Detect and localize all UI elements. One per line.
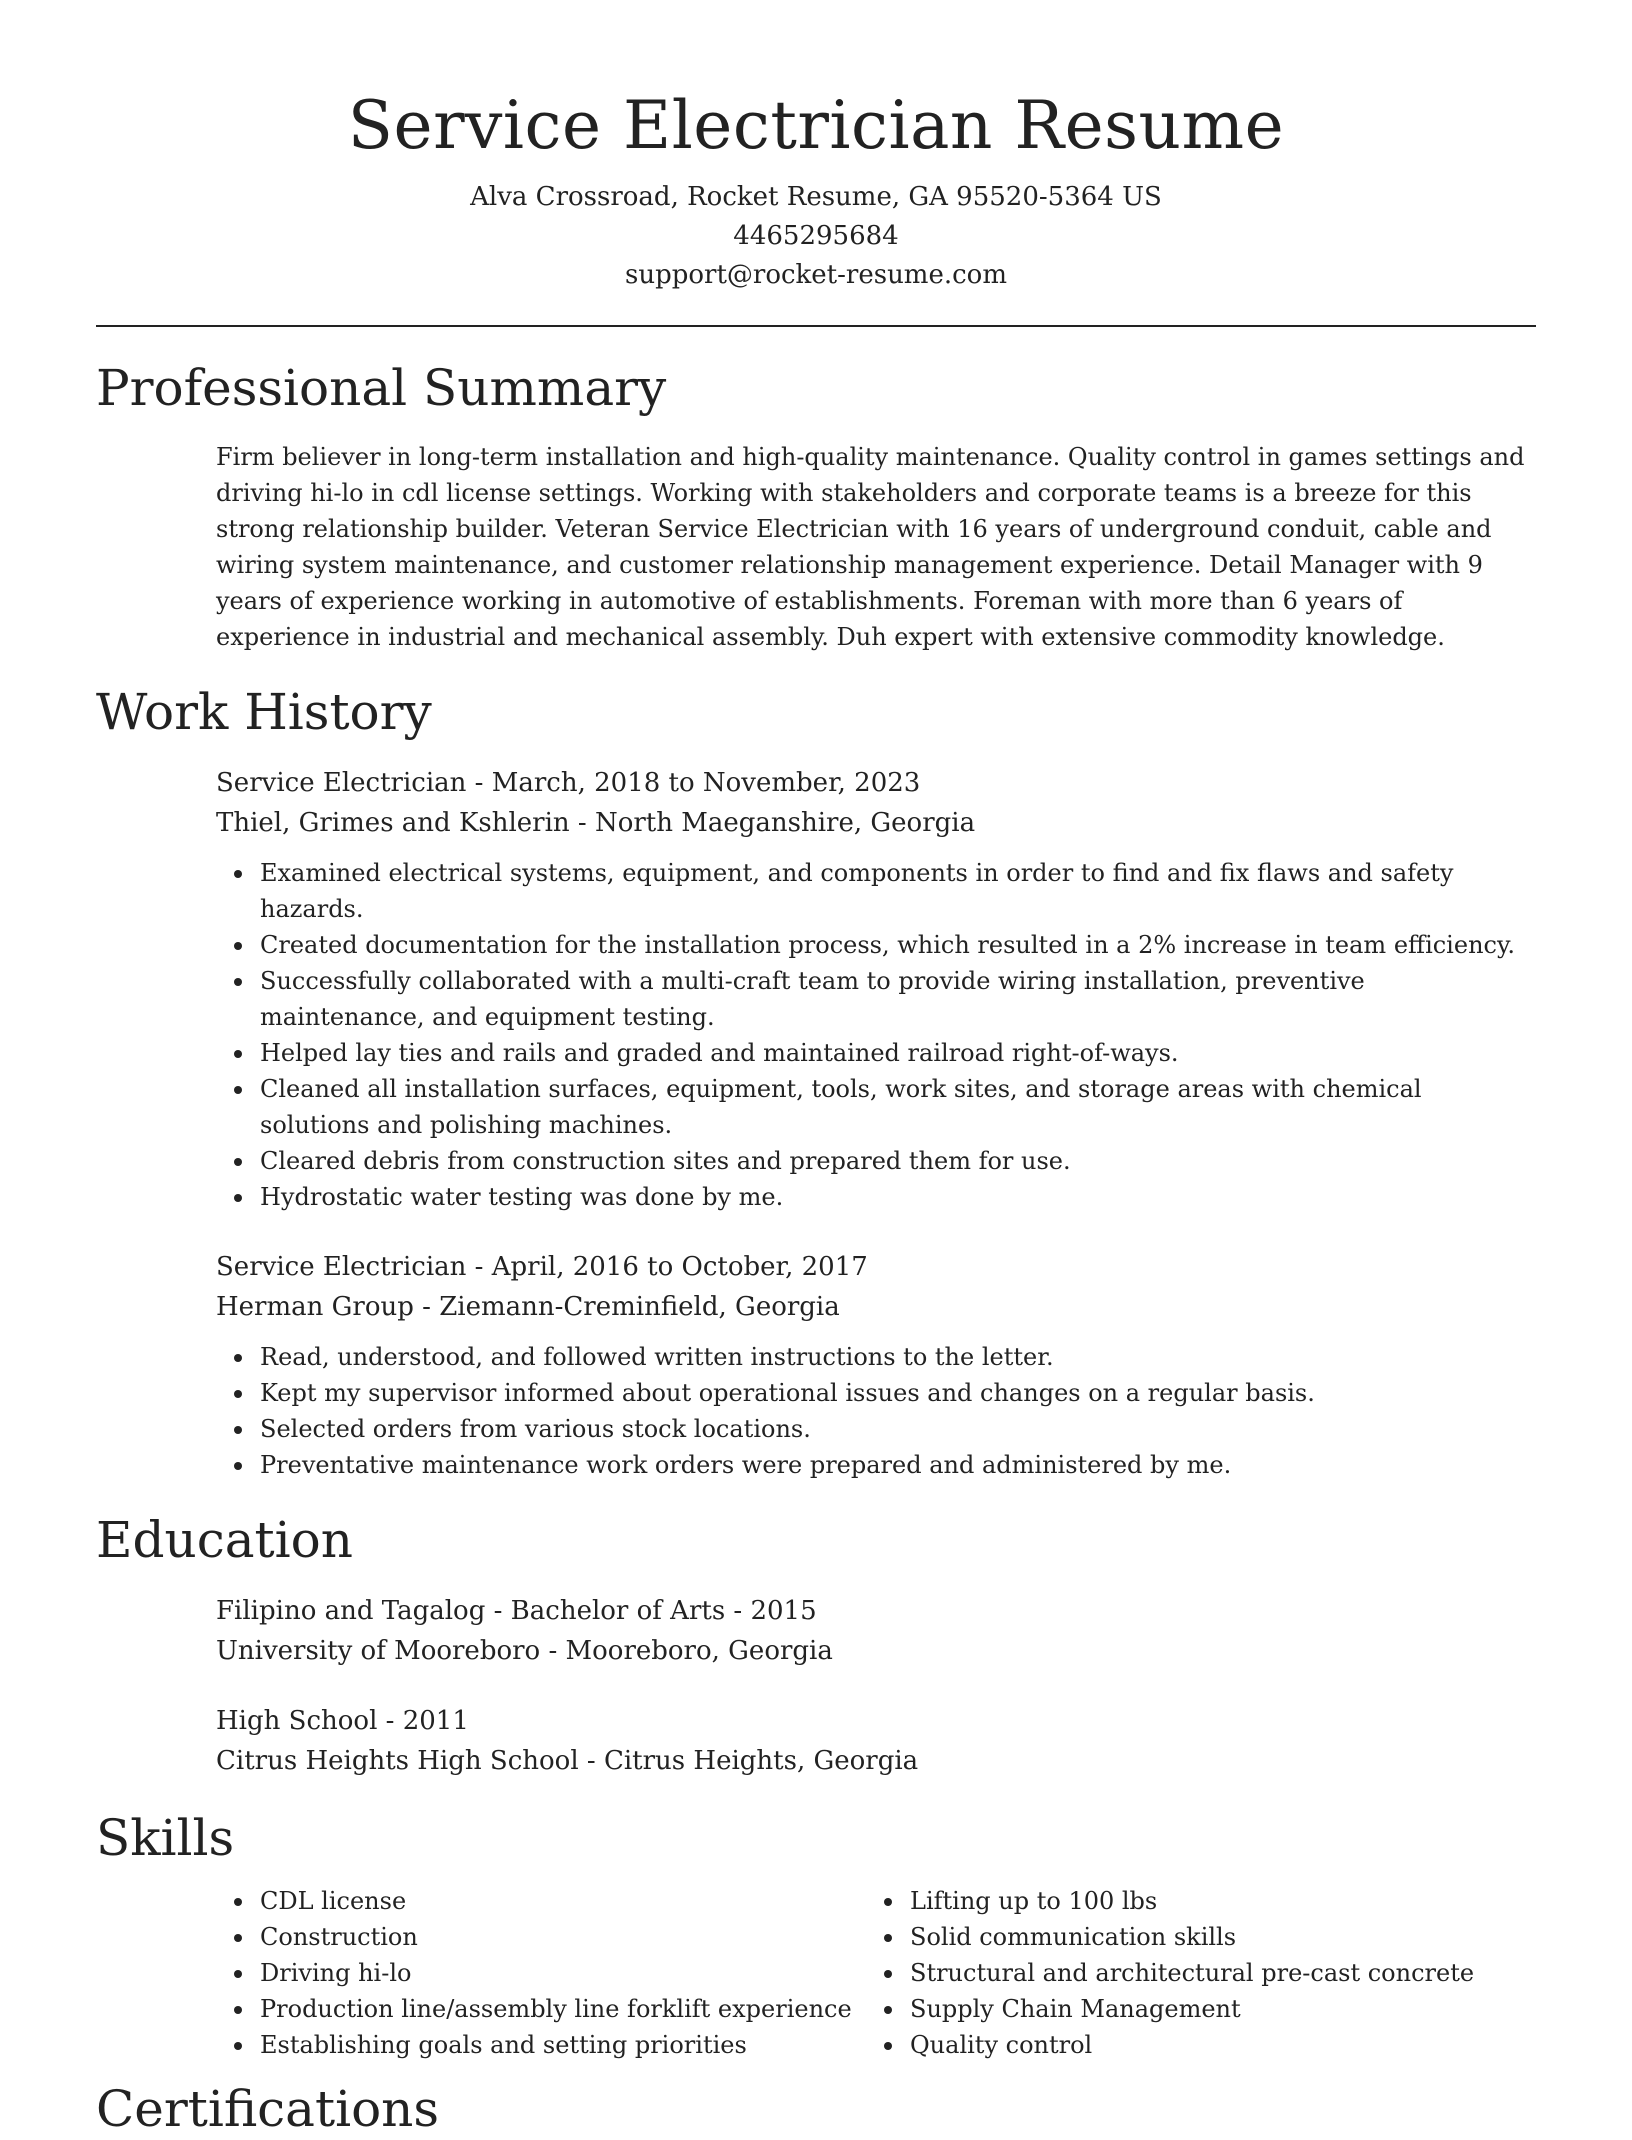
job-duties-list: [216, 855, 1536, 1215]
education-degree-line: Filipino and Tagalog - Bachelor of Arts - 2015: [216, 1596, 817, 1626]
summary-heading: Professional Summary: [96, 359, 667, 417]
list-item: Kept my supervisor informed about operational issues and changes on a regular basis.: [216, 1375, 1536, 1411]
list-item: Hydrostatic water testing was done by me.: [216, 1179, 1536, 1215]
certifications-heading: Certifications: [96, 2080, 440, 2138]
education-school-line: University of Mooreboro - Mooreboro, Georgia: [216, 1636, 833, 1666]
skills-heading: Skills: [96, 1809, 235, 1867]
list-item: Cleaned all installation surfaces, equipment, tools, work sites, and storage areas with chemical solutions and polishing machines.: [216, 1071, 1536, 1143]
education-degree-line: High School - 2011: [216, 1706, 469, 1736]
education-entry: [96, 1701, 1536, 1781]
contact-block: [96, 178, 1536, 295]
list-item: Cleared debris from construction sites and prepared them for use.: [216, 1143, 1536, 1179]
list-item: Preventative maintenance work orders were prepared and administered by me.: [216, 1447, 1536, 1483]
job-title-line: Service Electrician - April, 2016 to October, 2017: [216, 1252, 868, 1282]
list-item: Quality control: [866, 2027, 1516, 2063]
job-employer-line: Herman Group - Ziemann-Creminfield, Georgia: [216, 1292, 840, 1322]
skills-grid: [96, 1883, 1536, 2063]
contact-phone: 4465295684: [733, 221, 899, 251]
education-heading: Education: [96, 1511, 353, 1569]
resume-header: [96, 0, 1536, 295]
header-divider: [96, 325, 1536, 327]
list-item: Structural and architectural pre-cast concrete: [866, 1955, 1516, 1991]
list-item: Solid communication skills: [866, 1919, 1516, 1955]
list-item: Construction: [216, 1919, 866, 1955]
list-item: Helped lay ties and rails and graded and maintained railroad right-of-ways.: [216, 1035, 1536, 1071]
work-history-heading: Work History: [96, 683, 432, 741]
list-item: Created documentation for the installation process, which resulted in a 2% increase in team efficiency.: [216, 927, 1536, 963]
summary-section: [96, 357, 1536, 655]
list-item: Establishing goals and setting priorities: [216, 2027, 866, 2063]
skills-section: [96, 1807, 1536, 2063]
education-section: [96, 1509, 1536, 1781]
list-item: Driving hi-lo: [216, 1955, 866, 1991]
list-item: Supply Chain Management: [866, 1991, 1516, 2027]
education-school-line: Citrus Heights High School - Citrus Heights, Georgia: [216, 1746, 919, 1776]
list-item: Read, understood, and followed written instructions to the letter.: [216, 1339, 1536, 1375]
job-entry: [96, 1247, 1536, 1483]
job-duties-list: [216, 1339, 1536, 1483]
resume-title: Service Electrician Resume: [347, 87, 1285, 164]
job-entry: [96, 763, 1536, 1215]
resume-page: [96, 0, 1536, 2063]
contact-address: Alva Crossroad, Rocket Resume, GA 95520-5364 US: [470, 182, 1162, 212]
skills-list-left: [216, 1883, 866, 2063]
summary-text: Firm believer in long-term installation and high-quality maintenance. Quality control in games settings and driving hi-lo in cdl license settings. Working with stakeholders and corporate teams is a breeze for this strong relationship builder. Veteran Service Electrician with 16 years of underground conduit, cable and wiring system maintenance, and customer relationship management experience. Detail Manager with 9 years of experience working in automotive of establishments. Foreman with more than 6 years of experience in industrial and mechanical assembly. Duh expert with extensive commodity knowledge.: [216, 443, 1525, 651]
list-item: Selected orders from various stock locations.: [216, 1411, 1536, 1447]
list-item: Lifting up to 100 lbs: [866, 1883, 1516, 1919]
work-history-section: [96, 681, 1536, 1483]
contact-email: support@rocket-resume.com: [624, 260, 1007, 290]
skills-list-right: [866, 1883, 1516, 2063]
job-title-line: Service Electrician - March, 2018 to November, 2023: [216, 768, 921, 798]
list-item: Production line/assembly line forklift experience: [216, 1991, 866, 2027]
list-item: Examined electrical systems, equipment, and components in order to find and fix flaws and safety hazards.: [216, 855, 1536, 927]
job-employer-line: Thiel, Grimes and Kshlerin - North Maeganshire, Georgia: [216, 808, 976, 838]
list-item: Successfully collaborated with a multi-craft team to provide wiring installation, preventive maintenance, and equipment testing.: [216, 963, 1536, 1035]
education-entry: [96, 1591, 1536, 1671]
list-item: CDL license: [216, 1883, 866, 1919]
